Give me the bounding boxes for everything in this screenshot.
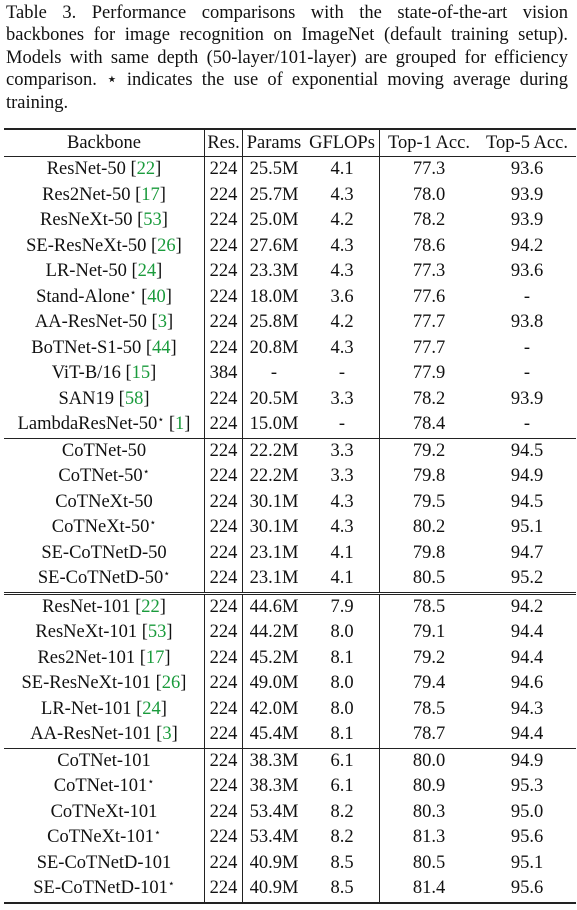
citation-number: 22 [141, 596, 160, 617]
table-row [4, 593, 576, 620]
backbone-name: BoTNet-S1-50 [31, 337, 142, 358]
params-cell: 38.3M [243, 748, 306, 774]
citation-ref: [22] [130, 159, 162, 180]
top5-cell: 93.9 [510, 388, 544, 409]
res-cell: 224 [205, 157, 243, 183]
col-header-top1: Top-1 Acc. [380, 129, 479, 157]
top1-cell: 79.8 [412, 466, 446, 487]
citation-number: 40 [147, 286, 166, 307]
top1-cell: 79.4 [412, 673, 446, 694]
gflops-cell: - [305, 412, 380, 438]
top5-cell: 95.1 [510, 517, 544, 538]
params-cell: 53.4M [249, 801, 299, 822]
backbone-name: Stand-Alone [36, 286, 130, 307]
gflops-cell: 3.6 [305, 285, 380, 311]
table-row [4, 515, 576, 541]
citation-ref: [3] [156, 724, 178, 745]
backbone-cell [4, 285, 205, 311]
table-row [4, 438, 576, 464]
gflops-cell: 8.1 [305, 646, 380, 672]
table-row [4, 361, 576, 387]
gflops-cell: 4.3 [305, 515, 380, 541]
backbone-name: ResNeXt-101 [35, 622, 138, 643]
top1-cell: 77.3 [412, 159, 446, 180]
citation-number: 17 [141, 184, 160, 205]
top5-cell: 93.9 [510, 210, 544, 231]
ema-star-marker: ⋆ [153, 827, 161, 840]
res-cell: 224 [205, 464, 243, 490]
table-row [4, 748, 576, 774]
backbone-cell [4, 851, 205, 877]
citation-number: 15 [131, 363, 151, 384]
col-header-top5: Top-5 Acc. [478, 129, 576, 157]
res-cell: 224 [205, 697, 243, 723]
backbone-name: AA-ResNet-50 [34, 312, 147, 333]
res-cell: 224 [205, 183, 243, 209]
params-cell: - [270, 363, 278, 384]
top1-cell: 78.5 [380, 593, 479, 620]
params-cell: 27.6M [249, 235, 299, 256]
table-row [4, 697, 576, 723]
backbone-cell [4, 620, 205, 646]
citation-ref: [53] [141, 622, 173, 643]
backbone-name: CoTNeXt-101 [50, 801, 158, 822]
params-cell: 25.7M [249, 184, 299, 205]
top5-cell: 94.3 [510, 698, 544, 719]
top5-cell: 93.6 [510, 159, 544, 180]
params-cell: 18.0M [249, 286, 299, 307]
top5-cell: 93.9 [510, 184, 544, 205]
top5-cell: 95.1 [510, 852, 544, 873]
table-row [4, 387, 576, 413]
col-header-gflops: GFLOPs [305, 129, 380, 157]
top5-cell: 93.6 [510, 261, 544, 282]
res-cell: 224 [205, 774, 243, 800]
top1-cell: 78.5 [412, 698, 446, 719]
top5-cell: 94.9 [510, 466, 544, 487]
params-cell: 23.1M [249, 568, 299, 589]
backbone-name: AA-ResNet-101 [30, 724, 152, 745]
params-cell: 49.0M [249, 673, 299, 694]
top1-cell: 79.8 [412, 542, 446, 563]
top5-cell: 95.3 [510, 776, 544, 797]
params-cell: 44.2M [249, 622, 299, 643]
top1-cell: 79.2 [380, 438, 479, 464]
backbone-cell [4, 336, 205, 362]
citation-ref: [53] [137, 210, 168, 231]
table-row [4, 464, 576, 490]
params-cell: 30.1M [249, 491, 299, 512]
table-row [4, 157, 576, 183]
backbone-name: CoTNeXt-101 [47, 827, 154, 848]
backbone-cell [4, 208, 205, 234]
table-row [4, 310, 576, 336]
gflops-cell: - [305, 361, 380, 387]
citation-ref: [15] [125, 363, 157, 384]
top1-cell: 78.4 [412, 414, 446, 435]
backbone-name: ViT-B/16 [51, 363, 121, 384]
backbone-name: LambdaResNet-50 [17, 414, 158, 435]
top5-cell: 94.4 [510, 647, 544, 668]
table-row [4, 183, 576, 209]
gflops-cell: 3.3 [305, 438, 380, 464]
backbone-name: CoTNet-101 [57, 750, 151, 771]
backbone-name: Res2Net-50 [42, 184, 131, 205]
table-row [4, 259, 576, 285]
backbone-name: CoTNeXt-50 [55, 491, 153, 512]
backbone-cell [4, 183, 205, 209]
citation-ref: [17] [135, 184, 166, 205]
top5-cell: 93.8 [510, 312, 544, 333]
citation-ref: [3] [151, 312, 174, 333]
top1-cell: 79.5 [412, 491, 446, 512]
res-cell: 224 [205, 566, 243, 593]
backbone-cell [4, 515, 205, 541]
backbone-cell [4, 697, 205, 723]
gflops-cell: 4.2 [305, 310, 380, 336]
table-header-row [4, 129, 576, 157]
top1-cell: 80.2 [412, 517, 446, 538]
gflops-cell: 8.2 [305, 800, 380, 826]
top5-cell: 94.5 [478, 438, 576, 464]
col-header-res: Res. [205, 129, 243, 157]
params-cell: 25.0M [249, 210, 299, 231]
backbone-cell [4, 646, 205, 672]
top1-cell: 80.9 [412, 776, 446, 797]
backbone-cell [4, 671, 205, 697]
gflops-cell: 4.2 [305, 208, 380, 234]
res-cell: 224 [205, 722, 243, 748]
res-cell: 224 [205, 541, 243, 567]
gflops-cell: 6.1 [305, 774, 380, 800]
backbone-cell [4, 361, 205, 387]
gflops-cell: 8.1 [305, 722, 380, 748]
backbone-cell [4, 464, 205, 490]
backbone-name: SE-CoTNetD-50 [41, 542, 167, 563]
gflops-cell: 8.0 [305, 697, 380, 723]
gflops-cell: 4.3 [305, 259, 380, 285]
top5-cell: - [523, 337, 531, 358]
col-header-backbone: Backbone [4, 129, 205, 157]
citation-ref: [24] [136, 698, 167, 719]
top1-cell: 77.9 [412, 363, 446, 384]
res-cell: 224 [205, 748, 243, 774]
performance-table [4, 128, 576, 904]
table-body [4, 157, 576, 903]
res-cell: 224 [205, 646, 243, 672]
top1-cell: 78.0 [412, 184, 446, 205]
gflops-cell: 4.1 [305, 541, 380, 567]
backbone-cell [4, 259, 205, 285]
top1-cell: 77.7 [412, 312, 446, 333]
res-cell: 224 [205, 438, 243, 464]
table-row [4, 620, 576, 646]
res-cell: 224 [205, 387, 243, 413]
top5-cell: 94.4 [510, 724, 544, 745]
backbone-name: ResNet-50 [46, 159, 126, 180]
res-cell: 224 [205, 515, 243, 541]
citation-ref: [17] [139, 647, 171, 668]
backbone-cell [4, 541, 205, 567]
citation-ref: [40] [141, 286, 172, 307]
res-cell: 224 [205, 490, 243, 516]
ema-star-marker: ⋆ [142, 466, 150, 479]
params-cell: 22.2M [243, 438, 306, 464]
backbone-cell [4, 387, 205, 413]
citation-number: 3 [157, 312, 167, 333]
top1-cell: 80.5 [412, 852, 446, 873]
params-cell: 30.1M [249, 517, 299, 538]
citation-ref: [26] [155, 673, 187, 694]
top5-cell: 94.6 [510, 673, 544, 694]
gflops-cell: 4.1 [305, 157, 380, 183]
top5-cell: - [523, 286, 531, 307]
backbone-name: SE-CoTNetD-101 [36, 852, 172, 873]
gflops-cell: 7.9 [305, 593, 380, 620]
params-cell: 44.6M [243, 593, 306, 620]
backbone-cell [4, 774, 205, 800]
citation-number: 26 [157, 235, 176, 256]
citation-number: 53 [147, 622, 167, 643]
params-cell: 23.3M [249, 261, 299, 282]
backbone-name: CoTNet-50 [61, 440, 147, 461]
backbone-name: CoTNet-50 [58, 466, 143, 487]
res-cell: 224 [205, 259, 243, 285]
backbone-cell [4, 593, 205, 620]
gflops-cell: 8.2 [305, 825, 380, 851]
backbone-cell [4, 876, 205, 903]
table-row [4, 671, 576, 697]
ema-star-marker: ⋆ [167, 878, 175, 891]
top5-cell: 95.6 [510, 827, 544, 848]
gflops-cell: 8.0 [305, 671, 380, 697]
top1-cell: 78.2 [412, 388, 446, 409]
citation-number: 53 [143, 210, 162, 231]
res-cell: 224 [205, 593, 243, 620]
params-cell: 25.8M [249, 312, 299, 333]
res-cell: 224 [205, 620, 243, 646]
res-cell: 224 [205, 285, 243, 311]
backbone-name: LR-Net-50 [45, 261, 127, 282]
res-cell: 224 [205, 851, 243, 877]
table-row [4, 876, 576, 903]
citation-number: 26 [161, 673, 181, 694]
citation-ref: [44] [145, 337, 177, 358]
backbone-cell [4, 825, 205, 851]
top5-cell: - [523, 414, 531, 435]
top1-cell: 79.2 [412, 647, 446, 668]
citation-number: 3 [162, 724, 172, 745]
gflops-cell: 4.3 [305, 336, 380, 362]
top5-cell: 95.6 [478, 876, 576, 903]
backbone-cell [4, 722, 205, 748]
top1-cell: 77.3 [412, 261, 446, 282]
top1-cell: 78.6 [412, 235, 446, 256]
top5-cell: 94.9 [478, 748, 576, 774]
table-caption: Table 3. Performance comparisons with the state-of-the-art vision backbones for image recognition on ImageNet (default training setup). Models with same depth (50-layer/101-layer) are grouped for efficiency comparison. ⋆ indicates the use of exponential moving average during training. [6, 3, 568, 113]
ema-star-marker: ⋆ [147, 776, 155, 789]
res-cell: 224 [205, 336, 243, 362]
citation-ref: [58] [118, 388, 150, 409]
ema-star-marker: ⋆ [129, 286, 137, 299]
citation-number: 22 [136, 159, 156, 180]
citation-number: 1 [175, 414, 185, 435]
backbone-name: LR-Net-101 [41, 698, 132, 719]
citation-number: 24 [142, 698, 161, 719]
gflops-cell: 8.0 [305, 620, 380, 646]
params-cell: 23.1M [249, 542, 299, 563]
params-cell: 22.2M [249, 466, 299, 487]
params-cell: 53.4M [249, 827, 299, 848]
params-cell: 45.4M [249, 724, 299, 745]
backbone-name: SE-CoTNetD-50 [37, 568, 164, 589]
top5-cell: 95.2 [510, 568, 544, 589]
table-row [4, 336, 576, 362]
citation-ref: [22] [135, 596, 166, 617]
table-row [4, 646, 576, 672]
backbone-name: SE-ResNeXt-101 [21, 673, 151, 694]
gflops-cell: 6.1 [305, 748, 380, 774]
backbone-name: SE-ResNeXt-50 [26, 235, 147, 256]
top1-cell: 78.2 [412, 210, 446, 231]
gflops-cell: 3.3 [305, 464, 380, 490]
table-row [4, 208, 576, 234]
ema-star-marker: ⋆ [157, 414, 165, 427]
top5-cell: 94.2 [478, 593, 576, 620]
backbone-cell [4, 157, 205, 183]
citation-number: 24 [137, 261, 157, 282]
params-cell: 25.5M [249, 159, 299, 180]
top1-cell: 80.5 [412, 568, 446, 589]
table-row [4, 722, 576, 748]
res-cell: 224 [205, 876, 243, 903]
citation-number: 17 [145, 647, 165, 668]
top1-cell: 78.7 [412, 724, 446, 745]
top1-cell: 80.3 [412, 801, 446, 822]
top5-cell: 94.2 [510, 235, 544, 256]
gflops-cell: 4.1 [305, 566, 380, 593]
top1-cell: 77.7 [412, 337, 446, 358]
backbone-cell [4, 490, 205, 516]
params-cell: 42.0M [249, 698, 299, 719]
table-row [4, 285, 576, 311]
table-row [4, 541, 576, 567]
table-row [4, 566, 576, 593]
params-cell: 15.0M [249, 414, 299, 435]
res-cell: 224 [205, 671, 243, 697]
citation-number: 44 [152, 337, 171, 358]
backbone-name: CoTNet-101 [53, 776, 148, 797]
res-cell: 224 [205, 310, 243, 336]
gflops-cell: 4.3 [305, 490, 380, 516]
backbone-cell [4, 310, 205, 336]
res-cell: 224 [205, 234, 243, 260]
top5-cell: - [523, 363, 531, 384]
backbone-name: ResNeXt-50 [40, 210, 133, 231]
table-row [4, 800, 576, 826]
gflops-cell: 4.3 [305, 183, 380, 209]
top5-cell: 95.0 [510, 801, 544, 822]
table-row [4, 490, 576, 516]
table-row [4, 825, 576, 851]
backbone-name: ResNet-101 [42, 596, 131, 617]
backbone-cell [4, 234, 205, 260]
col-header-params: Params [243, 129, 306, 157]
gflops-cell: 8.5 [305, 876, 380, 903]
top1-cell: 80.0 [380, 748, 479, 774]
table-row [4, 851, 576, 877]
backbone-name: SE-CoTNetD-101 [33, 878, 168, 899]
params-cell: 40.9M [249, 852, 299, 873]
res-cell: 384 [205, 361, 243, 387]
top1-cell: 81.4 [380, 876, 479, 903]
gflops-cell: 3.3 [305, 387, 380, 413]
res-cell: 224 [205, 800, 243, 826]
res-cell: 224 [205, 412, 243, 438]
backbone-cell [4, 566, 205, 593]
params-cell: 38.3M [249, 776, 299, 797]
backbone-cell [4, 800, 205, 826]
params-cell: 20.8M [249, 337, 299, 358]
backbone-cell [4, 412, 205, 438]
citation-number: 58 [124, 388, 144, 409]
params-cell: 45.2M [249, 647, 299, 668]
citation-ref: [1] [168, 414, 191, 435]
gflops-cell: 8.5 [305, 851, 380, 877]
params-cell: 20.5M [249, 388, 299, 409]
params-cell: 40.9M [243, 876, 306, 903]
top1-cell: 79.1 [412, 622, 446, 643]
table-row [4, 234, 576, 260]
gflops-cell: 4.3 [305, 234, 380, 260]
backbone-cell [4, 748, 205, 774]
top1-cell: 77.6 [412, 286, 446, 307]
res-cell: 224 [205, 825, 243, 851]
backbone-name: SAN19 [58, 388, 115, 409]
res-cell: 224 [205, 208, 243, 234]
top5-cell: 94.4 [510, 622, 544, 643]
table-row [4, 774, 576, 800]
backbone-cell [4, 438, 205, 464]
top5-cell: 94.7 [510, 542, 544, 563]
citation-ref: [24] [131, 261, 163, 282]
top5-cell: 94.5 [510, 491, 544, 512]
table-row [4, 412, 576, 438]
ema-star-marker: ⋆ [149, 517, 157, 530]
citation-ref: [26] [151, 235, 182, 256]
ema-star-marker: ⋆ [163, 568, 171, 581]
backbone-name: Res2Net-101 [37, 647, 136, 668]
backbone-name: CoTNeXt-50 [51, 517, 150, 538]
top1-cell: 81.3 [412, 827, 446, 848]
